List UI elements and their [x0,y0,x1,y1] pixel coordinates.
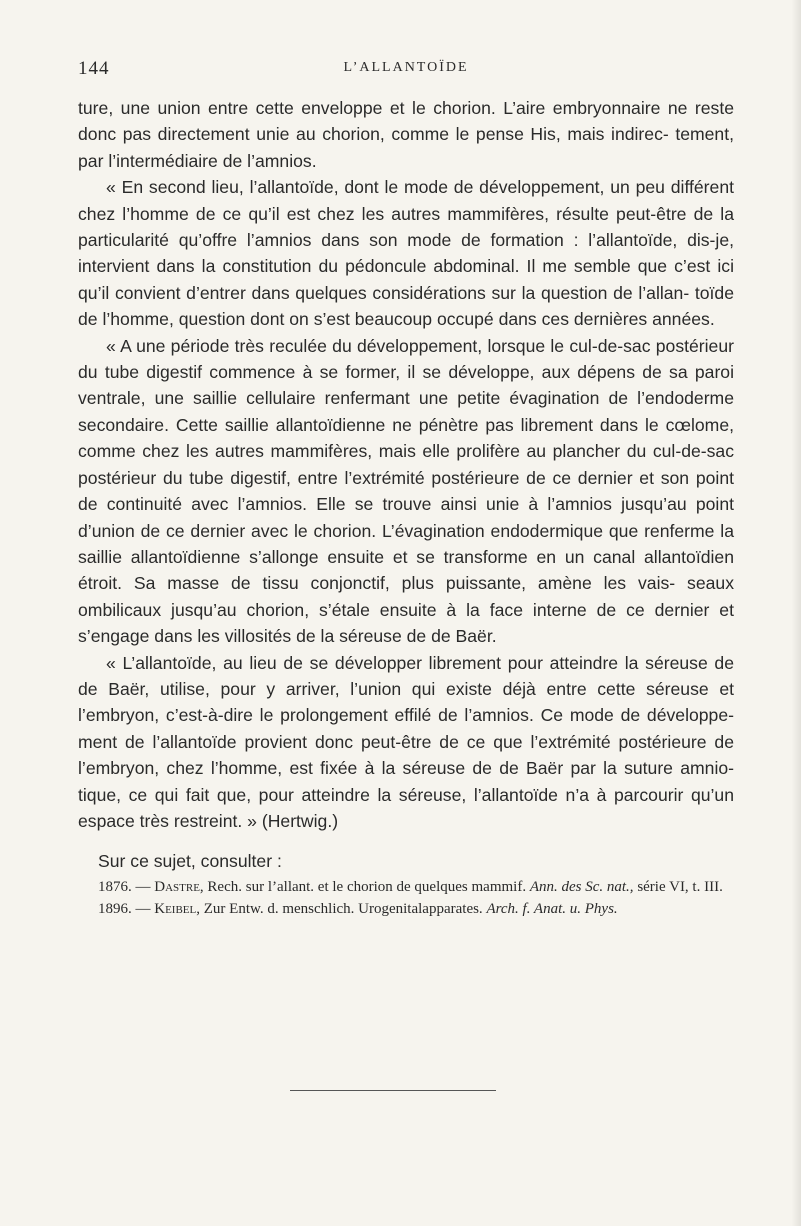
reference-item [78,876,734,898]
reference-rest: série VI, t. III. [637,879,723,896]
reference-journal: Ann. des Sc. nat., [529,879,634,896]
running-title: L’ALLANTOÏDE [343,60,469,75]
reference-text: Rech. sur l’allant. et le chorion de quelques mammif. [207,879,527,896]
paragraph: « L’allantoïde, au lieu de se développer librement pour atteindre la séreuse de de Baër, utilise, pour y arriver, l’union qui existe déjà entre cette séreuse et l’embryon, c’est-à-dire le prolongement effilé de l’amnios. Ce mode de développe- ment de l’allantoïde provient donc peut-être de ce que l’extrémité postérieure de l’embryon, chez l’homme, est fixée à la séreuse de de Baër par la suture amnio- tique, ce qui fait que, pour atteindre la séreuse, l’allantoïde n’a à parcourir qu’un espace très restreint. » (Hertwig.) [78,652,734,831]
reference-journal: Arch. f. Anat. u. Phys. [486,901,618,918]
paragraph: ture, une union entre cette enveloppe et le chorion. L’aire embryonnaire ne reste donc pas directement unie au chorion, comme le pense His, mais indirec- tement, par l’intermédiaire de l’amnios. [78,98,734,171]
page-body [78,95,734,920]
reference-author: Keibel, [154,901,200,918]
reference-year: 1876. — [98,879,151,896]
reference-text: Zur Entw. d. menschlich. Urogenitalapparates. [203,901,483,918]
paragraph: « En second lieu, l’allantoïde, dont le mode de développement, un peu différent chez l’homme de ce qu’il est chez les autres mammifères, résulte peut-être de la particularité qu’offre l’amnios dans son mode de formation : l’allantoïde, dis-je, intervient dans la constitution du pédoncule abdominal. Il me semble que c’est ici qu’il convient d’entrer dans quelques considérations sur la question de l’allan- toïde de l’homme, question dont on s’est beaucoup occupé dans ces dernières années. [78,177,734,330]
reference-item [78,898,734,920]
reference-author: Dastre, [154,879,204,896]
reference-year: 1896. — [98,901,151,918]
page-number: 144 [78,58,110,79]
footer-rule [290,1090,496,1091]
page-edge-shadow [791,0,801,1226]
references-title: Sur ce sujet, consulter : [98,851,282,872]
paragraph: « A une période très reculée du développement, lorsque le cul-de-sac postérieur du tube digestif commence à se former, il se développe, aux dépens de sa paroi ventrale, une saillie cellulaire renfermant une petite évagination de l’endoderme secondaire. Cette saillie allantoïdienne ne pénètre pas librement dans le cœlome, comme chez les autres mammifères, mais elle prolifère au plancher du cul-de-sac postérieur du tube digestif, entre l’extrémité postérieure de ce dernier et son point de continuité avec l’amnios. Elle se trouve ainsi unie à l’amnios jusqu’au point d’union de ce dernier avec le chorion. L’évagination endodermique que renferme la saillie allantoïdienne s’allonge ensuite et se transforme en un canal allantoïdien étroit. Sa masse de tissu conjonctif, plus puissante, amène les vais- seaux ombilicaux jusqu’au chorion, s’étale ensuite à la face interne de ce dernier et s’engage dans les villosités de la séreuse de de Baër. [78,335,734,647]
page-header [78,58,734,84]
